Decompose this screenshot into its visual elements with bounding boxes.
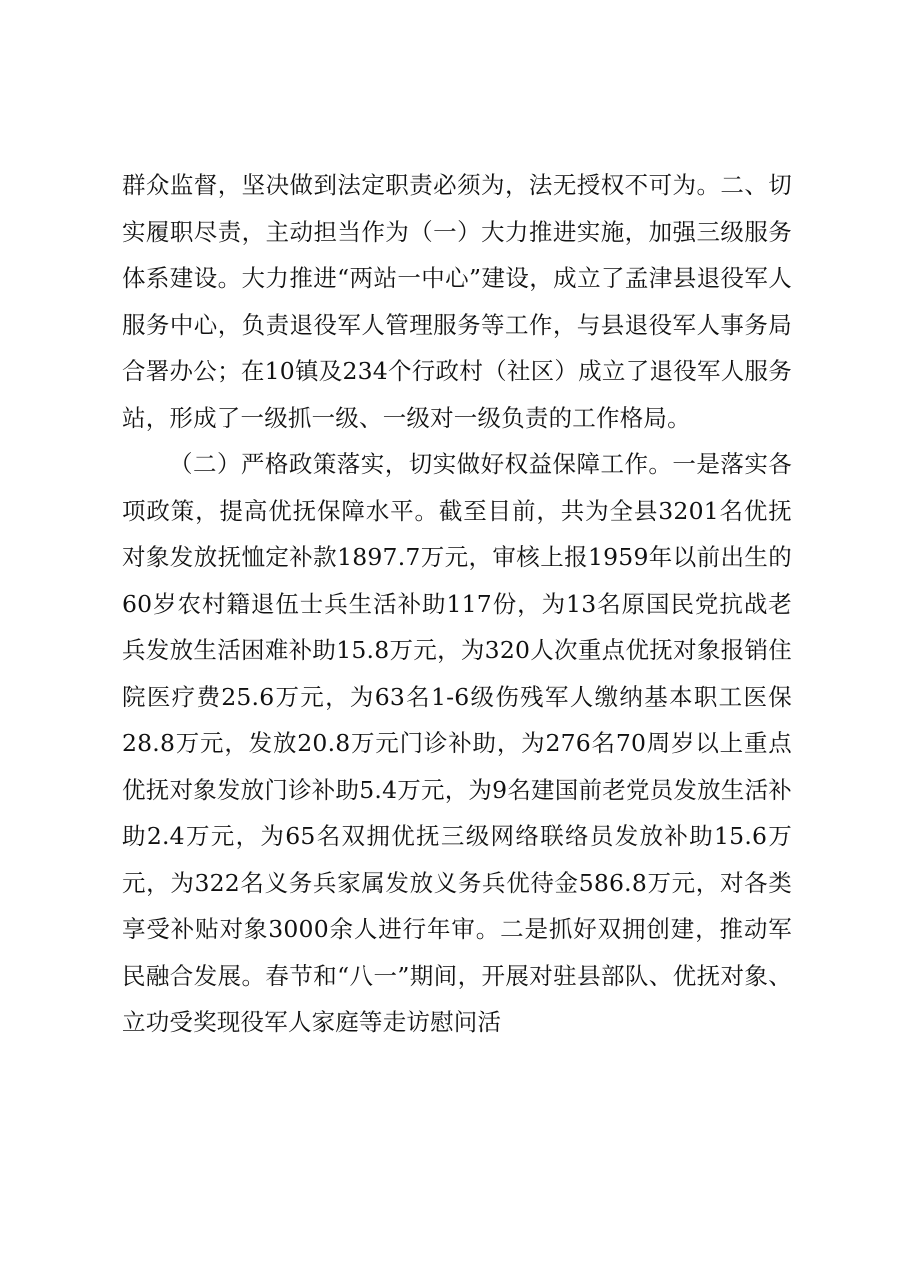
document-body <box>122 162 792 1046</box>
paragraph-1: 群众监督，坚决做到法定职责必须为，法无授权不可为。二、切实履职尽责，主动担当作为（一）大力推进实施，加强三级服务体系建设。大力推进“两站一中心”建设，成立了孟津县退役军人服务中心，负责退役军人管理服务等工作，与县退役军人事务局合署办公；在10镇及234个行政村（社区）成立了退役军人服务站，形成了一级抓一级、一级对一级负责的工作格局。 <box>122 171 792 432</box>
paragraph-2: （二）严格政策落实，切实做好权益保障工作。一是落实各项政策，提高优抚保障水平。截至目前，共为全县3201名优抚对象发放抚恤定补款1897.7万元，审核上报1959年以前出生的60岁农村籍退伍士兵生活补助117份，为13名原国民党抗战老兵发放生活困难补助15.8万元，为320人次重点优抚对象报销住院医疗费25.6万元，为63名1-6级伤残军人缴纳基本职工医保28.8万元，发放20.8万元门诊补助，为276名70周岁以上重点优抚对象发放门诊补助5.4万元，为9名建国前老党员发放生活补助2.4万元，为65名双拥优抚三级网络联络员发放补助15.6万元，为322名义务兵家属发放义务兵优待金586.8万元，对各类享受补贴对象3000余人进行年审。二是抓好双拥创建，推动军民融合发展。春节和“八一”期间，开展对驻县部队、优抚对象、立功受奖现役军人家庭等走访慰问活 <box>122 450 792 1036</box>
